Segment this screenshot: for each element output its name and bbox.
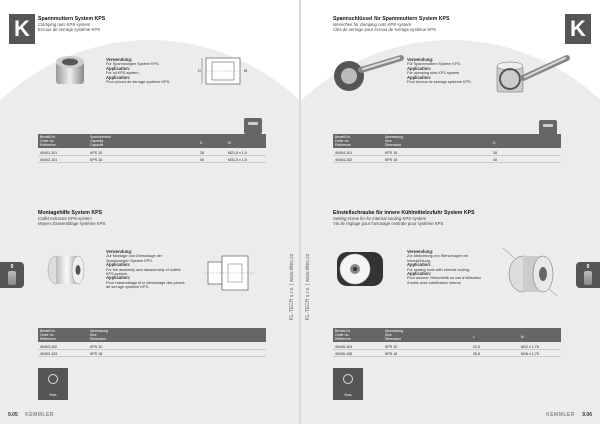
svg-text:M: M [244, 68, 248, 73]
cell-size: KPS 10 [385, 151, 398, 155]
usage-block [407, 250, 487, 285]
section-subtitle-en: Setting screw for for internal cooling KPS-system [333, 216, 427, 221]
section-subtitle-fr: Clés de serrage pour écrous de serrage système KPS [333, 27, 436, 32]
table-row [333, 157, 561, 163]
cell-order-no: 40402-101 [40, 158, 58, 162]
tool-icon [8, 271, 16, 285]
usage-text-de: Für Spannzangen System KPS. [106, 62, 160, 67]
brand-name: KEMMLER [25, 412, 54, 418]
cell-order-no: 40404-101 [335, 151, 353, 155]
usage-text-de: Zur Montage und Demontage der Spannzangen System KPS. [106, 254, 163, 263]
cell-m: M12 x 1,75 [521, 345, 539, 349]
cell-order-no: 40404-102 [335, 158, 353, 162]
usage-text-de: Zur Abdichtung von Werkzeugen mit Innenkühlung. [407, 254, 469, 263]
info-badge [244, 118, 262, 134]
usage-block [407, 58, 487, 84]
cell-d: 28 [493, 151, 497, 155]
col-d: D [200, 141, 203, 145]
col-m: M [228, 141, 231, 145]
application-heading-fr: Application: [106, 74, 131, 80]
accessory-badge [333, 368, 363, 400]
clamping-nut-photo [52, 52, 90, 90]
application-heading-fr: Application: [407, 74, 432, 80]
usage-block [106, 58, 186, 84]
section-setting-screw [333, 210, 475, 226]
usage-text-en: For sealing tools with internal cooling. [407, 267, 471, 272]
usage-text-de: Für Spannmuttern System KPS. [407, 62, 462, 67]
section-title: Spannmuttern System KPS [38, 16, 106, 22]
usage-text-fr: Pour pinces de serrage système KPS. [106, 80, 171, 85]
usage-heading: Verwendung: [106, 57, 133, 62]
cell-size: KPS 16 [90, 352, 103, 356]
cell-size: KPS 10 [90, 345, 103, 349]
usage-text-fr: Pour écrous de serrage système KPS. [407, 80, 472, 85]
usage-heading: Verwendung: [106, 249, 133, 254]
section-title: Montagehilfe System KPS [38, 210, 102, 216]
table-row [38, 150, 266, 156]
clamping-nut-drawing [196, 48, 256, 92]
section-title: Spannschlüssel für Spannmuttern System KPS [333, 16, 450, 22]
vertical-company-text: KL-TECH s.r.o. | www.kltec.cz [305, 253, 311, 320]
accessory-badge [38, 368, 68, 400]
cell-d: 40 [200, 158, 204, 162]
cell-order-no: 40406-105 [335, 352, 353, 356]
wrench-photo [329, 52, 405, 96]
brand-name: KEMMLER [546, 412, 575, 418]
chapter-number: 9 [586, 264, 590, 270]
usage-text-en: For clamping nuts KPS-system. [407, 71, 461, 76]
usage-heading: Verwendung: [407, 249, 434, 254]
cell-size: KPS 16 [385, 352, 398, 356]
col-size: Abmessung Size Dimension [90, 329, 108, 341]
application-heading-en: Application: [407, 65, 432, 71]
usage-block [106, 250, 186, 290]
chapter-number: 9 [10, 264, 14, 270]
cell-l: 26,5 [473, 352, 480, 356]
section-subtitle-en: Collet extractor KPS-system [38, 216, 92, 221]
chapter-tab [0, 262, 24, 288]
cell-d: 40 [493, 158, 497, 162]
section-subtitle-fr: Moyen d'assemblage système KPS [38, 221, 106, 226]
table-row [333, 150, 561, 156]
col-order-no: Bestell-Nr. Order no. Référence [40, 135, 56, 147]
table-header [333, 328, 561, 342]
cell-size: KPS 10 [385, 345, 398, 349]
cell-m: M16 x 1,75 [521, 352, 539, 356]
key-icon [48, 374, 58, 384]
col-size: Abmessung Size Dimension [385, 135, 403, 147]
footer-left [8, 412, 54, 418]
chapter-tab [576, 262, 600, 288]
section-subtitle-en: Wrenches for clamping nuts KPS-system [333, 22, 412, 27]
section-subtitle-en: Clamping nuts KPS-system [38, 22, 91, 27]
footer-right [546, 412, 592, 418]
col-size: Abmessung Size Dimension [385, 329, 403, 341]
page-number: 9.05 [8, 412, 18, 418]
cell-order-no: 40401-101 [40, 151, 58, 155]
cell-order-no: 40403-103 [40, 352, 58, 356]
application-heading-en: Application: [407, 262, 432, 268]
cell-capacity: KPS 10 [90, 151, 103, 155]
wrench-with-nut-photo [489, 50, 573, 102]
badge-label: Kas [344, 392, 352, 397]
background-curve [0, 40, 299, 424]
section-subtitle-fr: Ecrous de serrage système KPS [38, 27, 101, 32]
cell-order-no: 40403-102 [40, 345, 58, 349]
usage-heading: Verwendung: [407, 57, 434, 62]
cell-capacity: KPS 16 [90, 158, 103, 162]
usage-text-en: For all KPS-system. [106, 71, 140, 76]
section-collet-extractor [38, 210, 105, 226]
cell-size: KPS 16 [385, 158, 398, 162]
col-order-no: Bestell-Nr. Order no. Référence [40, 329, 56, 341]
svg-text:D: D [198, 68, 201, 73]
col-l: L [473, 335, 475, 339]
setting-screw-photo [333, 246, 387, 292]
usage-text-en: For the assembly and disassembly of collets KPS-system. [106, 267, 181, 277]
table-row [38, 157, 266, 163]
right-page [301, 0, 600, 424]
tool-icon [584, 271, 592, 285]
left-page [0, 0, 299, 424]
application-heading-en: Application: [106, 262, 131, 268]
application-heading-en: Application: [106, 65, 131, 71]
kemmler-logo: K [565, 14, 591, 44]
badge-label: Kas [49, 392, 57, 397]
table-row [38, 344, 266, 350]
collet-extractor-drawing [200, 250, 260, 296]
usage-text-fr: Pour l'assemblage et le démontage des pinces de serrage système KPS. [106, 280, 185, 290]
table-header [333, 134, 561, 148]
section-title: Einstellschraube für innere Kühlmittelzufuhr System KPS [333, 210, 475, 216]
page-number: 9.06 [582, 412, 592, 418]
table-header [38, 134, 266, 148]
collet-extractor-photo [44, 248, 88, 292]
section-subtitle-fr: Vis de réglage pour l'arrosage centrale pour système KPS [333, 221, 444, 226]
table-row [333, 351, 561, 357]
key-icon [343, 374, 353, 384]
col-capacity: Spannbereich Capacity Capacité [90, 135, 111, 147]
section-wrenches [333, 16, 449, 32]
application-heading-fr: Application: [106, 275, 131, 281]
col-order-no: Bestell-Nr. Order no. Référence [335, 135, 351, 147]
cell-d: 28 [200, 151, 204, 155]
col-m: M [521, 335, 524, 339]
setting-screw-drawing [497, 244, 567, 300]
cell-m: M21,5 x 1,0 [228, 151, 247, 155]
cell-order-no: 40406-104 [335, 345, 353, 349]
col-d: D [493, 141, 496, 145]
section-clamping-nuts [38, 16, 105, 32]
col-order-no: Bestell-Nr. Order no. Référence [335, 329, 351, 341]
table-header [38, 328, 266, 342]
vertical-company-text: KL-TECH s.r.o. | www.kltec.cz [289, 253, 295, 320]
kemmler-logo: K [9, 14, 35, 44]
table-row [333, 344, 561, 350]
usage-text-fr: Pour assurer l'étanchéité en cas d'utilisation d'outils avec lubrification interne. [407, 276, 481, 285]
table-row [38, 351, 266, 357]
application-heading-fr: Application: [407, 271, 432, 277]
cell-l: 22,5 [473, 345, 480, 349]
cell-m: M31,5 x 1,5 [228, 158, 247, 162]
